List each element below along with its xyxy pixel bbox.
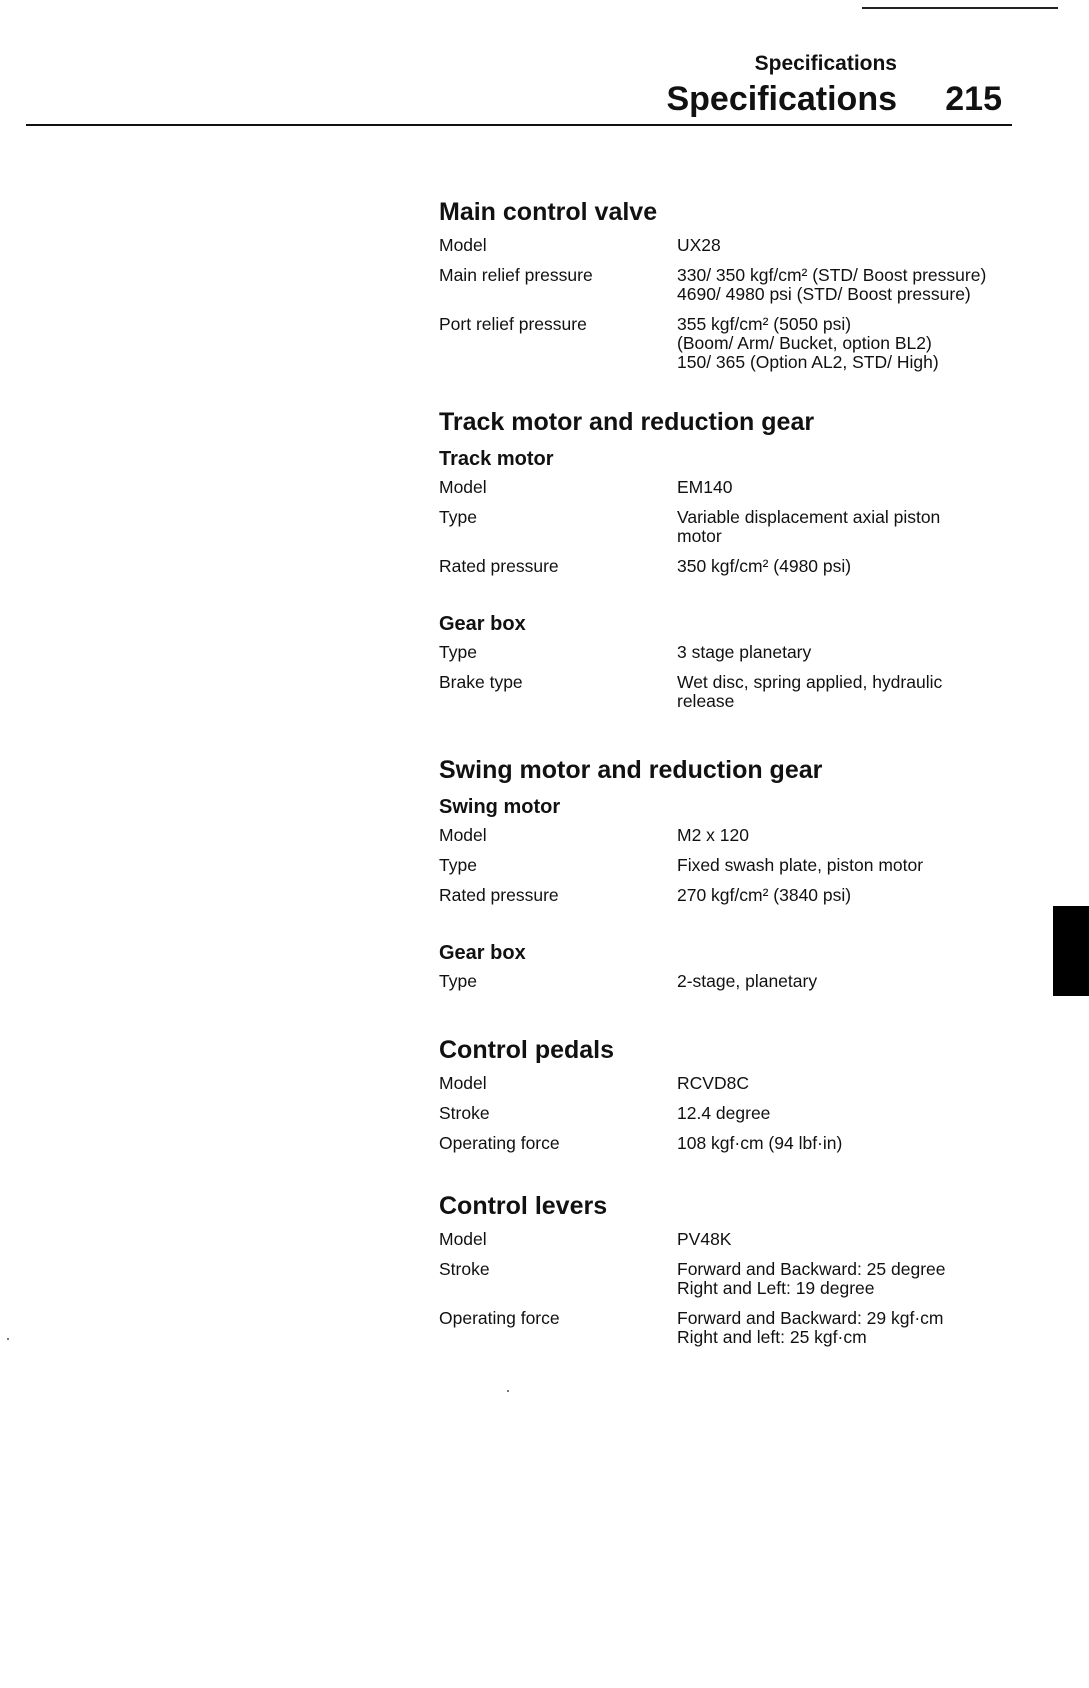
spec-label: Model — [439, 1229, 487, 1249]
value-line: Variable displacement axial piston — [677, 507, 941, 527]
spec-label: Stroke — [439, 1103, 490, 1123]
spec-row — [439, 972, 1019, 991]
value-line: 150/ 365 (Option AL2, STD/ High) — [677, 352, 939, 372]
header-rule — [26, 124, 1012, 126]
value-line: Right and left: 25 kgf·cm — [677, 1327, 867, 1347]
value-line: UX28 — [677, 235, 721, 255]
value-line: Right and Left: 19 degree — [677, 1278, 875, 1298]
spec-label: Type — [439, 971, 477, 991]
spec-row — [439, 508, 1019, 546]
page-number: 215 — [945, 80, 1002, 118]
top-corner-rule — [862, 7, 1058, 9]
spec-value — [677, 315, 1019, 372]
swing-motor-section — [439, 754, 1019, 1002]
section-title: Swing motor and reduction gear — [439, 756, 823, 784]
spec-value — [677, 478, 1019, 497]
spec-value — [677, 886, 1019, 905]
spec-row — [439, 1104, 1019, 1123]
spec-label: Operating force — [439, 1133, 560, 1153]
value-line: Forward and Backward: 25 degree — [677, 1259, 946, 1279]
spec-row — [439, 886, 1019, 905]
spec-label: Type — [439, 507, 477, 527]
subsection-title: Track motor — [439, 448, 554, 470]
spec-row — [439, 266, 1019, 304]
control-levers-section — [439, 1190, 1019, 1358]
spec-label: Rated pressure — [439, 885, 559, 905]
value-line: M2 x 120 — [677, 825, 749, 845]
spec-label: Model — [439, 235, 487, 255]
running-header: Specifications — [754, 52, 897, 75]
section-title: Main control valve — [439, 198, 658, 226]
spec-value — [677, 826, 1019, 845]
spec-label: Rated pressure — [439, 556, 559, 576]
value-line: 2-stage, planetary — [677, 971, 818, 991]
spec-value — [677, 1134, 1019, 1153]
scan-speck — [7, 1338, 9, 1340]
spec-value — [677, 1074, 1019, 1093]
spec-value — [677, 1230, 1019, 1249]
value-line: 270 kgf/cm² (3840 psi) — [677, 885, 852, 905]
value-line: 12.4 degree — [677, 1103, 771, 1123]
section-title: Track motor and reduction gear — [439, 408, 815, 436]
spec-row — [439, 673, 1019, 711]
spec-value — [677, 1260, 1019, 1298]
spec-row — [439, 236, 1019, 255]
spec-row — [439, 826, 1019, 845]
value-line: 4690/ 4980 psi (STD/ Boost pressure) — [677, 284, 971, 304]
subsection-title: Swing motor — [439, 796, 561, 818]
subsection-title: Gear box — [439, 613, 526, 635]
value-line: motor — [677, 526, 722, 546]
spec-row — [439, 1134, 1019, 1153]
value-line: 108 kgf·cm (94 lbf·in) — [677, 1133, 843, 1153]
chapter-edge-tab — [1053, 906, 1089, 996]
value-line: PV48K — [677, 1229, 732, 1249]
value-line: Forward and Backward: 29 kgf·cm — [677, 1308, 944, 1328]
control-pedals-section — [439, 1034, 1019, 1164]
spec-label: Type — [439, 642, 477, 662]
section-title: Control pedals — [439, 1036, 615, 1064]
spec-value — [677, 557, 1019, 576]
value-line: Fixed swash plate, piston motor — [677, 855, 924, 875]
spec-label: Model — [439, 477, 487, 497]
spec-value — [677, 856, 1019, 875]
value-line: RCVD8C — [677, 1073, 749, 1093]
spec-list — [439, 236, 1019, 372]
track-motor-section — [439, 406, 1019, 722]
spec-row — [439, 1230, 1019, 1249]
spec-row — [439, 1074, 1019, 1093]
spec-value — [677, 1309, 1019, 1347]
spec-label: Port relief pressure — [439, 314, 587, 334]
spec-row — [439, 1260, 1019, 1298]
value-line: (Boom/ Arm/ Bucket, option BL2) — [677, 333, 932, 353]
value-line: release — [677, 691, 735, 711]
subsection-title: Gear box — [439, 942, 526, 964]
spec-value — [677, 972, 1019, 991]
spec-row — [439, 1309, 1019, 1347]
spec-label: Type — [439, 855, 477, 875]
spec-value — [677, 508, 1019, 546]
value-line: 355 kgf/cm² (5050 psi) — [677, 314, 852, 334]
spec-label: Model — [439, 825, 487, 845]
spec-label: Brake type — [439, 672, 523, 692]
page-title: Specifications — [666, 80, 897, 118]
value-line: 350 kgf/cm² (4980 psi) — [677, 556, 852, 576]
spec-row — [439, 557, 1019, 576]
spec-label: Stroke — [439, 1259, 490, 1279]
value-line: 330/ 350 kgf/cm² (STD/ Boost pressure) — [677, 265, 987, 285]
spec-row — [439, 478, 1019, 497]
spec-row — [439, 315, 1019, 372]
section-title: Control levers — [439, 1192, 608, 1220]
value-line: EM140 — [677, 477, 733, 497]
spec-value — [677, 266, 1019, 304]
spec-row — [439, 643, 1019, 662]
spec-value — [677, 643, 1019, 662]
main-control-valve-section — [439, 196, 1019, 383]
spec-label: Model — [439, 1073, 487, 1093]
spec-label: Operating force — [439, 1308, 560, 1328]
spec-row — [439, 856, 1019, 875]
scan-speck — [507, 1390, 509, 1392]
value-line: Wet disc, spring applied, hydraulic — [677, 672, 943, 692]
spec-value — [677, 1104, 1019, 1123]
value-line: 3 stage planetary — [677, 642, 812, 662]
spec-value — [677, 236, 1019, 255]
spec-value — [677, 673, 1019, 711]
spec-label: Main relief pressure — [439, 265, 593, 285]
